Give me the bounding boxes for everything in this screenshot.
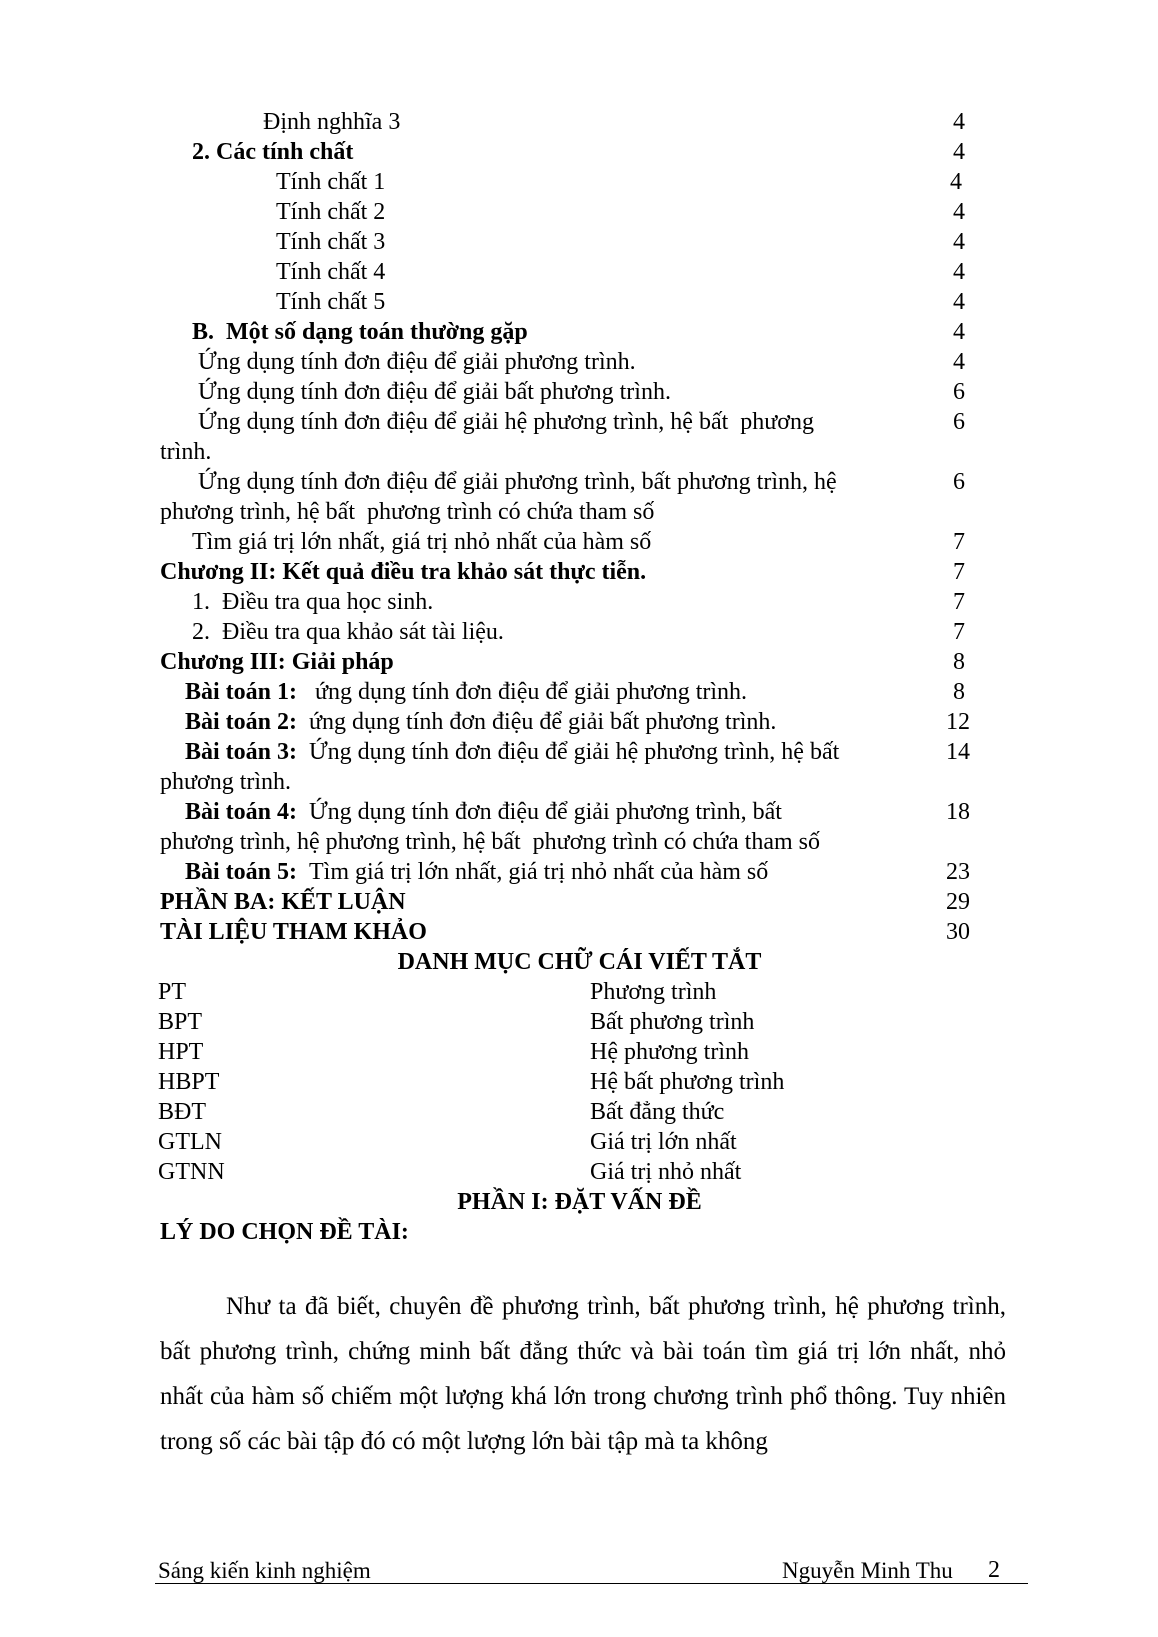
toc-entry: Tính chất 5 [276, 289, 386, 315]
abbreviation-meaning: Hệ phương trình [590, 1039, 750, 1065]
toc-entry: Tìm giá trị lớn nhất, giá trị nhỏ nhất của hàm số [192, 529, 652, 555]
toc-entry: PHẦN BA: KẾT LUẬN [160, 889, 406, 915]
abbreviation-term: PT [158, 979, 187, 1005]
toc-entry: Ứng dụng tính đơn điệu để giải hệ phương trình, hệ bất phương [198, 409, 814, 435]
toc-entry: Tính chất 4 [276, 259, 386, 285]
page-number: 2 [988, 1557, 1000, 1583]
toc-page-number: 4 [953, 319, 965, 345]
toc-entry: 2. Điều tra qua khảo sát tài liệu. [192, 619, 504, 645]
toc-entry: 2. Các tính chất [192, 139, 354, 165]
toc-entry-continuation: phương trình. [160, 769, 292, 795]
toc-page-number: 7 [953, 589, 965, 615]
footer-divider [155, 1583, 1028, 1584]
toc-entry: Bài toán 3: Ứng dụng tính đơn điệu để giải hệ phương trình, hệ bất [185, 739, 840, 765]
toc-page-number: 4 [953, 289, 965, 315]
toc-page-number: 8 [953, 679, 965, 705]
toc-entry: Chương II: Kết quả điều tra khảo sát thực tiễn. [160, 559, 647, 585]
abbreviation-term: GTNN [158, 1159, 225, 1185]
toc-entry: Chương III: Giải pháp [160, 649, 394, 675]
footer-document-type: Sáng kiến kinh nghiệm [158, 1558, 371, 1583]
toc-page-number: 29 [946, 889, 970, 915]
toc-page-number: 8 [953, 649, 965, 675]
toc-entry: Tính chất 1 [276, 169, 386, 195]
toc-page-number: 6 [953, 469, 965, 495]
toc-entry: Bài toán 1: ứng dụng tính đơn điệu để giải phương trình. [185, 679, 748, 705]
toc-entry: Định nghhĩa 3 [263, 109, 401, 135]
toc-entry: 1. Điều tra qua học sinh. [192, 589, 434, 615]
toc-page-number: 4 [953, 259, 965, 285]
toc-entry: B. Một số dạng toán thường gặp [192, 319, 528, 345]
toc-entry: Tính chất 3 [276, 229, 386, 255]
body-paragraph: Như ta đã biết, chuyên đề phương trình, bất phương trình, hệ phương trình, bất phương trình, chứng minh bất đẳng thức và bài toán tìm giá trị lớn nhất, nhỏ nhất của hàm số chiếm một lượng khá lớn trong chương trình phổ thông. Tuy nhiên trong số các bài tập đó có một lượng lớn bài tập mà ta không [160, 1293, 1006, 1455]
abbreviation-meaning: Bất phương trình [590, 1009, 755, 1035]
toc-entry: Bài toán 5: Tìm giá trị lớn nhất, giá trị nhỏ nhất của hàm số [185, 859, 769, 885]
abbreviation-term: BPT [158, 1009, 203, 1035]
toc-page-number: 4 [953, 349, 965, 375]
toc-entry: Bài toán 2: ứng dụng tính đơn điệu để giải bất phương trình. [185, 709, 777, 735]
abbreviation-term: HBPT [158, 1069, 220, 1095]
toc-entry: Bài toán 4: Ứng dụng tính đơn điệu để giải phương trình, bất [185, 799, 782, 825]
toc-entry: Tính chất 2 [276, 199, 386, 225]
toc-entry: TÀI LIỆU THAM KHẢO [160, 919, 427, 945]
abbreviation-meaning: Phương trình [590, 979, 717, 1005]
abbreviation-meaning: Bất đẳng thức [590, 1099, 725, 1125]
toc-page-number: 7 [953, 529, 965, 555]
section-subtitle: LÝ DO CHỌN ĐỀ TÀI: [160, 1219, 409, 1245]
footer-author: Nguyễn Minh Thu [782, 1558, 953, 1583]
toc-page-number: 6 [953, 409, 965, 435]
toc-entry-continuation: trình. [160, 439, 212, 465]
toc-page-number: 4 [953, 109, 965, 135]
toc-page-number: 30 [946, 919, 970, 945]
toc-page-number: 7 [953, 559, 965, 585]
toc-page-number: 23 [946, 859, 970, 885]
toc-page-number: 4 [950, 169, 962, 195]
toc-page-number: 4 [953, 139, 965, 165]
toc-entry: Ứng dụng tính đơn điệu để giải bất phương trình. [198, 379, 671, 405]
abbreviation-meaning: Giá trị lớn nhất [590, 1129, 737, 1155]
toc-page-number: 7 [953, 619, 965, 645]
toc-entry: Ứng dụng tính đơn điệu để giải phương trình. [198, 349, 636, 375]
toc-page-number: 12 [946, 709, 970, 735]
toc-page-number: 18 [946, 799, 970, 825]
abbreviation-term: BĐT [158, 1099, 206, 1125]
toc-page-number: 4 [953, 229, 965, 255]
abbreviation-term: HPT [158, 1039, 204, 1065]
toc-entry: Ứng dụng tính đơn điệu để giải phương trình, bất phương trình, hệ [198, 469, 837, 495]
abbreviation-term: GTLN [158, 1129, 222, 1155]
abbreviation-meaning: Giá trị nhỏ nhất [590, 1159, 742, 1185]
section-title: PHẦN I: ĐẶT VẤN ĐỀ [457, 1189, 702, 1215]
toc-page-number: 4 [953, 199, 965, 225]
toc-page-number: 6 [953, 379, 965, 405]
toc-page-number: 14 [946, 739, 970, 765]
toc-entry-continuation: phương trình, hệ phương trình, hệ bất phương trình có chứa tham số [160, 829, 820, 855]
abbreviation-title: DANH MỤC CHỮ CÁI VIẾT TẮT [397, 949, 762, 975]
abbreviation-meaning: Hệ bất phương trình [590, 1069, 785, 1095]
toc-entry-continuation: phương trình, hệ bất phương trình có chứa tham số [160, 499, 655, 525]
